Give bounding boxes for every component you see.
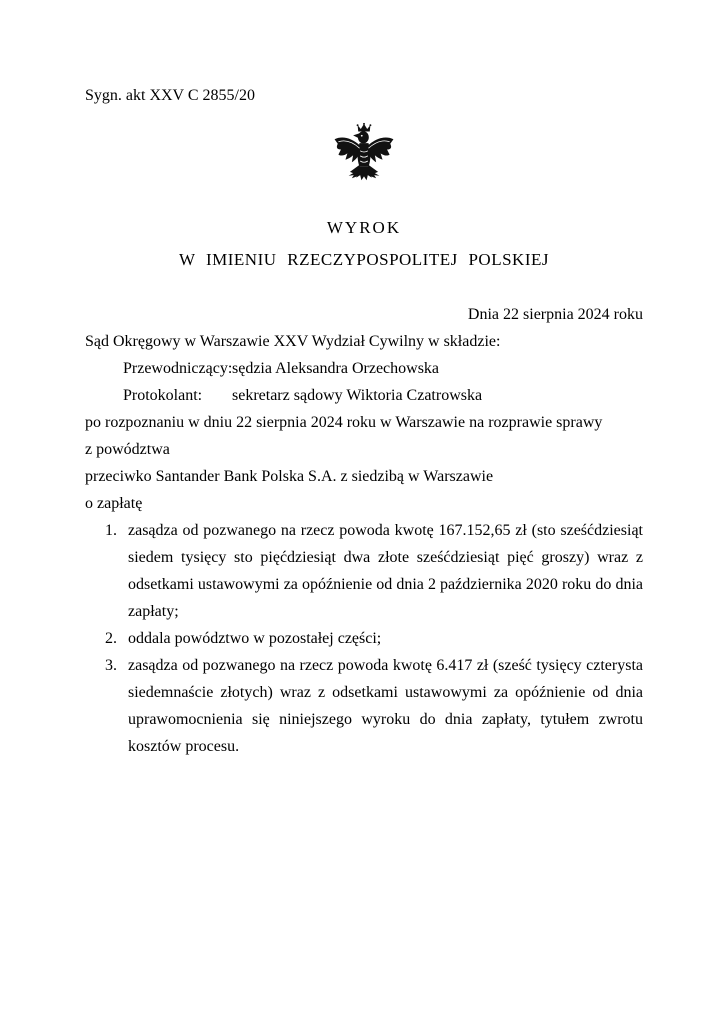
- ruling-text: oddala powództwo w pozostałej części;: [128, 630, 382, 647]
- polish-eagle-emblem: [85, 122, 643, 202]
- ruling-item-1: [85, 517, 643, 625]
- eagle-icon: [332, 122, 396, 200]
- ruling-text: zasądza od pozwanego na rzecz powoda kwotę 167.152,65 zł (sto sześćdziesiąt siedem tysięcy sto pięćdziesiąt dwa złote sześćdziesiąt pięć groszy) wraz z odsetkami ustawowymi za opóźnienie od dnia 2 października 2020 roku do dnia zapłaty;: [128, 522, 643, 620]
- ruling-text: zasądza od pozwanego na rzecz powoda kwotę 6.417 zł (sześć tysięcy czterysta siedemnaście złotych) wraz z odsetkami ustawowymi za opóźnienie od dnia uprawomocnienia się niniejszego wyroku do dnia zapłaty, tytułem zwrotu kosztów procesu.: [128, 657, 643, 755]
- ruling-item-2: [85, 625, 643, 652]
- judgment-date: Dnia 22 sierpnia 2024 roku: [467, 306, 643, 323]
- recital-hearing: po rozpoznaniu w dniu 22 sierpnia 2024 roku w Warszawie na rozprawie sprawy: [85, 414, 603, 431]
- panel-row-clerk: [85, 382, 643, 409]
- rulings-list: [85, 517, 643, 760]
- panel-role-label: Protokolant:: [123, 387, 203, 404]
- panel-person-name: sędzia Aleksandra Orzechowska: [232, 360, 440, 377]
- judgment-content: [85, 86, 643, 760]
- recital-subject: o zapłatę: [85, 495, 143, 512]
- recital-claimant: z powództwa: [85, 441, 170, 458]
- ruling-number: 1.: [105, 522, 117, 539]
- ruling-number: 3.: [105, 657, 117, 674]
- ruling-item-3: [85, 652, 643, 760]
- ruling-number: 2.: [105, 630, 117, 647]
- court-line: Sąd Okręgowy w Warszawie XXV Wydział Cywilny w składzie:: [85, 333, 501, 350]
- panel-role-label: Przewodniczący:: [123, 360, 233, 377]
- panel-row-presiding: [85, 355, 643, 382]
- recital-defendant: przeciwko Santander Bank Polska S.A. z siedzibą w Warszawie: [85, 468, 494, 485]
- case-number: Sygn. akt XXV C 2855/20: [85, 87, 255, 104]
- panel-person-name: sekretarz sądowy Wiktoria Czatrowska: [232, 387, 483, 404]
- judgment-title: WYROK: [326, 218, 402, 237]
- judgment-subtitle: W IMIENIU RZECZYPOSPOLITEJ POLSKIEJ: [179, 250, 549, 269]
